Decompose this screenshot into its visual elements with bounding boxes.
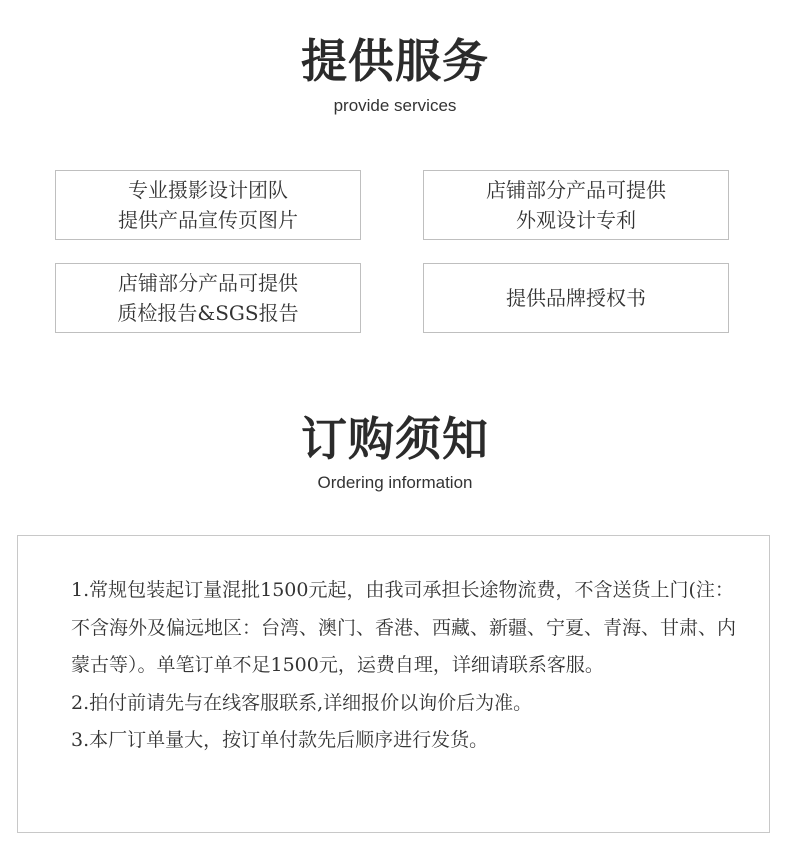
service-box-design-patent (423, 170, 729, 240)
ordering-title: 订购须知 (301, 412, 489, 466)
service-box-line: 店铺部分产品可提供 (118, 271, 298, 295)
service-box-line: 质检报告&SGS报告 (117, 301, 299, 325)
ordering-notice-item: 3.本厂订单量大，按订单付款先后顺序进行发货。 (71, 729, 489, 752)
service-box-inspection-report (55, 263, 361, 333)
service-box-line: 外观设计专利 (516, 208, 636, 232)
ordering-notice-item: 2.拍付前请先与在线客服联系,详细报价以询价后为准。 (71, 691, 533, 714)
service-box-photography (55, 170, 361, 240)
service-box-line: 提供产品宣传页图片 (118, 208, 298, 232)
ordering-notice-list (71, 572, 743, 760)
service-box-line: 专业摄影设计团队 (128, 178, 288, 202)
ordering-notice-box (17, 535, 770, 833)
service-box-line: 店铺部分产品可提供 (486, 178, 666, 202)
services-title: 提供服务 (301, 34, 489, 88)
service-box-line: 提供品牌授权书 (506, 286, 646, 310)
ordering-notice-item: 1.常规包装起订量混批1500元起，由我司承担长途物流费，不含送货上门(注：不含海外及偏远地区：台湾、澳门、香港、西藏、新疆、宁夏、青海、甘肃、内蒙古等）。单笔订单不足1500元，运费自理，详细请联系客服。 (71, 579, 737, 677)
service-box-brand-authorization (423, 263, 729, 333)
ordering-subtitle: Ordering information (317, 473, 473, 492)
services-subtitle: provide services (333, 96, 457, 115)
